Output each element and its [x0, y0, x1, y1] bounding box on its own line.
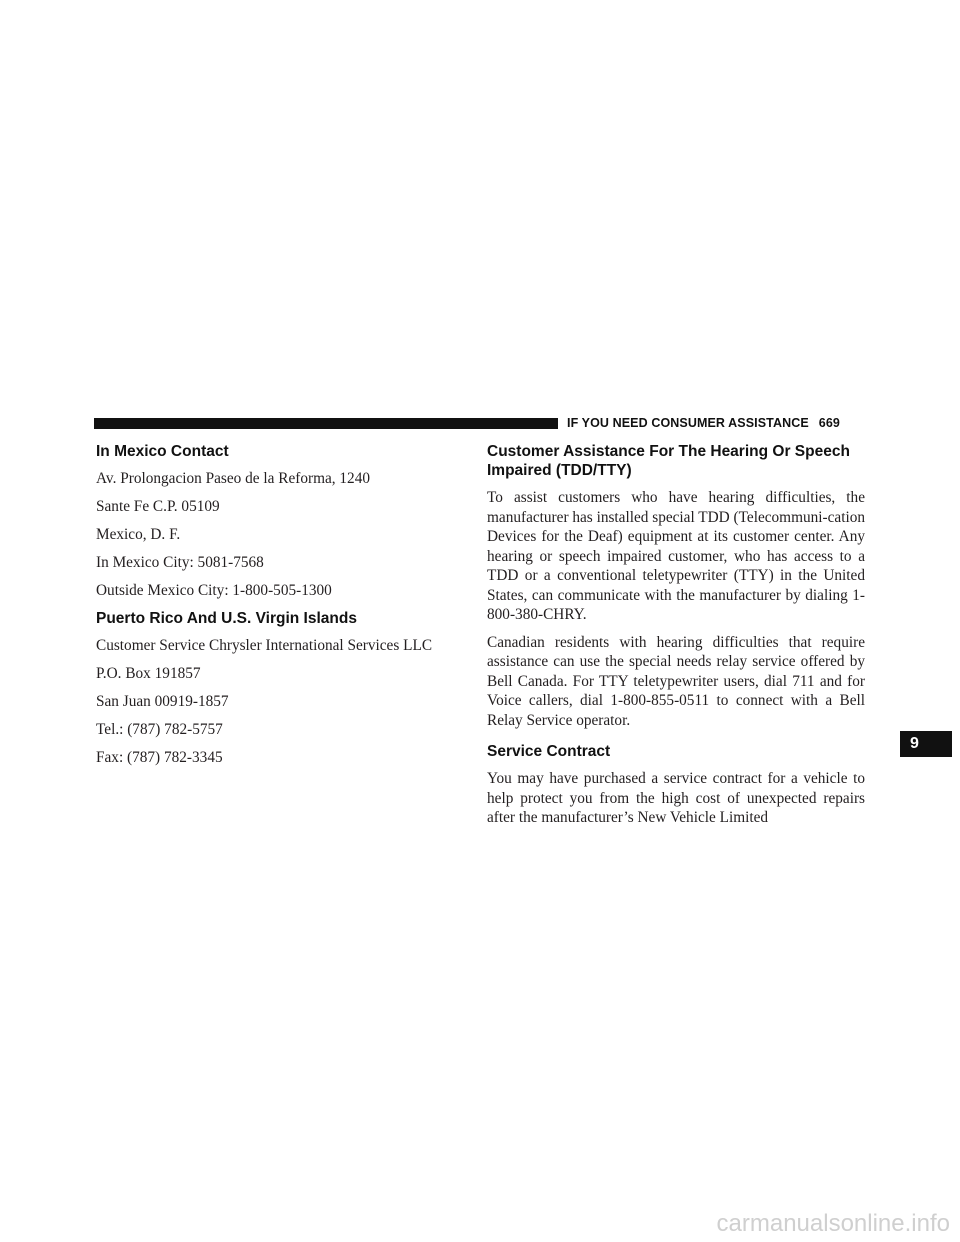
chapter-tab: 9: [900, 731, 952, 757]
puerto-rico-tel: Tel.: (787) 782-5757: [96, 721, 223, 738]
mexico-address-line: Av. Prolongacion Paseo de la Reforma, 1240: [96, 470, 371, 487]
hearing-impaired-heading: Customer Assistance For The Hearing Or Speech Impaired (TDD/TTY): [487, 443, 850, 479]
puerto-rico-line: P.O. Box 191857: [96, 665, 201, 682]
running-header: [567, 416, 840, 430]
puerto-rico-line: Customer Service Chrysler International Services LLC: [96, 637, 433, 654]
hearing-paragraph: To assist customers who have hearing difficulties, the manufacturer has installed special TDD (Telecommuni-cation Devices for the Deaf) equipment at its customer center. Any hearing or speech impaired customer, who has access to a TDD or a conventional teletypewriter (TTY) in the United States, can communicate with the manufacturer by dialing 1-800-380-CHRY.: [487, 489, 865, 623]
service-contract-paragraph: You may have purchased a service contract for a vehicle to help protect you from the high cost of unexpected repairs after the manufacturer’s New Vehicle Limited: [487, 770, 865, 826]
mexico-contact-heading: In Mexico Contact: [96, 443, 229, 460]
left-column: [96, 442, 468, 776]
outside-mexico-city-phone: Outside Mexico City: 1-800-505-1300: [96, 582, 332, 599]
mexico-city-phone: In Mexico City: 5081-7568: [96, 554, 264, 571]
canadian-residents-paragraph: Canadian residents with hearing difficulties that require assistance can use the special needs relay service offered by Bell Canada. For TTY teletypewriter users, dial 711 and for Voice callers, dial 1-800-855-0511 to connect with a Bell Relay Service operator.: [487, 633, 865, 729]
puerto-rico-heading: Puerto Rico And U.S. Virgin Islands: [96, 610, 357, 627]
mexico-address-line: Mexico, D. F.: [96, 526, 181, 543]
page-number: 669: [818, 416, 840, 430]
puerto-rico-fax: Fax: (787) 782-3345: [96, 749, 223, 766]
puerto-rico-line: San Juan 00919-1857: [96, 693, 229, 710]
service-contract-heading: Service Contract: [487, 743, 611, 760]
header-rule: [94, 418, 558, 429]
right-column: [487, 442, 865, 836]
watermark: carmanualsonline.info: [716, 1210, 950, 1237]
header-section-title: IF YOU NEED CONSUMER ASSISTANCE: [567, 416, 809, 430]
mexico-address-line: Sante Fe C.P. 05109: [96, 498, 220, 515]
